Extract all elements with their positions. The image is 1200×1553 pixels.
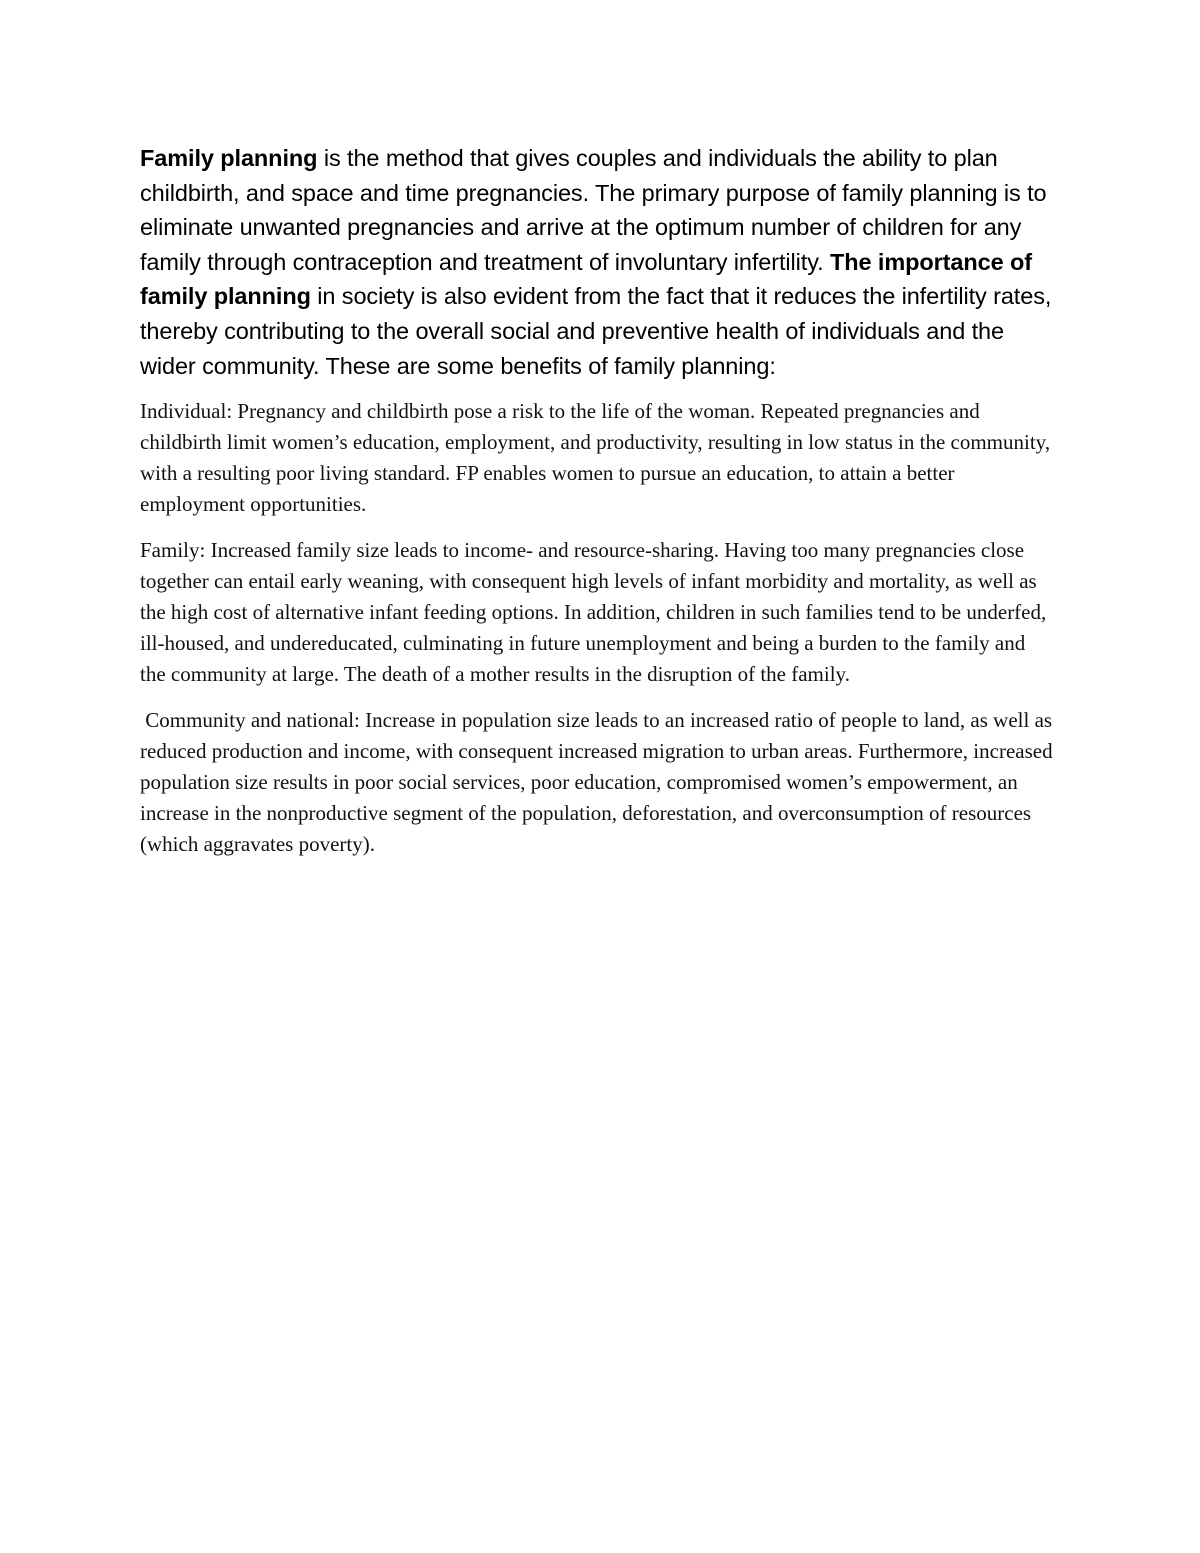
intro-text-part-1: is the method that gives couples and individuals the ability to plan childbirth, and space and time pregnancies. The primary purpose of family planning is to eliminate unwanted pregnancies and arrive at the optimum number of children for any family through contraception and treatment of involuntary infertility. bbox=[140, 145, 1047, 275]
intro-text-part-2: in society is also evident from the fact that it reduces the infertility rates, thereby contributing to the overall social and preventive health of individuals and the wider community. These are some benefits of family planning: bbox=[140, 283, 1052, 379]
paragraph-family: Family: Increased family size leads to income- and resource-sharing. Having too many pregnancies close together can entail early weaning, with consequent high levels of infant morbidity and mortality, as well as the high cost of alternative infant feeding options. In addition, children in such families tend to be underfed, ill-housed, and undereducated, culminating in future unemployment and being a burden to the family and the community at large. The death of a mother results in the disruption of the family. bbox=[140, 538, 1047, 687]
paragraph-individual: Individual: Pregnancy and childbirth pose a risk to the life of the woman. Repeated pregnancies and childbirth limit women’s education, employment, and productivity, resulting in low status in the community, with a resulting poor living standard. FP enables women to pursue an education, to attain a better employment opportunities. bbox=[140, 399, 1051, 517]
term-family-planning: Family planning bbox=[140, 145, 318, 171]
importance-heading-inline: The importance of family planning bbox=[140, 248, 1032, 310]
paragraph-community-national: Community and national: Increase in population size leads to an increased ratio of people to land, as well as reduced production and income, with consequent increased migration to urban areas. Furthermore, increased population size results in poor social services, poor education, compromised women’s empowerment, an increase in the nonproductive segment of the population, deforestation, and overconsumption of resources (which aggravates poverty). bbox=[140, 708, 1058, 857]
document-body bbox=[140, 141, 1058, 875]
intro-paragraph bbox=[140, 141, 1055, 383]
